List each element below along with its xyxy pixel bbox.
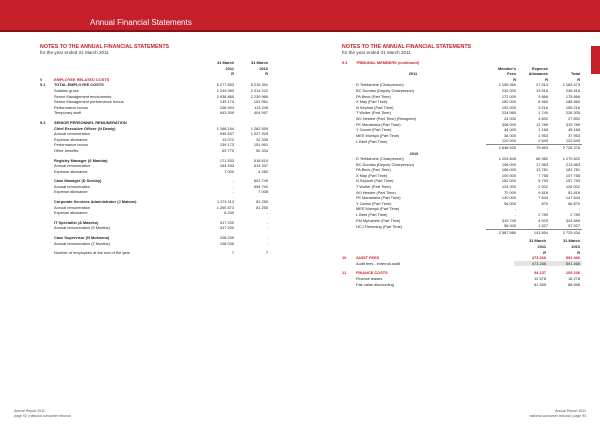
header-bar (0, 0, 600, 32)
value-cell: 1 740 (538, 110, 548, 116)
value-cell: 164 533 (219, 163, 234, 169)
member-name: T Wolter (Part Time) (356, 184, 391, 190)
value-cell: 13 072 (222, 136, 234, 142)
value-cell: 27 892 (568, 115, 580, 121)
value-cell: 473 266 (531, 255, 546, 261)
value-cell: 224 565 (501, 110, 516, 116)
row-label: Finance leases (356, 275, 383, 281)
row-label: Expense allowance (54, 168, 88, 174)
fees-table (342, 238, 582, 287)
value-cell: 943 309 (219, 110, 234, 116)
member-name: D Terblanche (Chairperson) (356, 82, 404, 88)
row-label: Senior Management performance bonus (54, 99, 124, 105)
value-cell: 1 274 113 (216, 199, 234, 205)
value-cell: 1 527 (538, 223, 548, 229)
value-cell: - (232, 183, 234, 189)
value-cell: - (232, 178, 234, 184)
row-label: Annual remuneration (54, 204, 91, 210)
left-page (40, 44, 270, 256)
value-cell: - (266, 219, 268, 225)
value-cell: 126 002 (565, 184, 580, 190)
value-cell: 245 516 (565, 87, 580, 93)
member-name: MEE Murwyk (Part Time) (356, 206, 400, 212)
value-cell: 11 789 (536, 121, 548, 127)
value-cell: 108 035 (219, 240, 234, 246)
left-table (40, 60, 270, 256)
side-tab (591, 46, 600, 74)
row-label: Number of employees at the end of the year (54, 250, 130, 256)
value-cell: 157 793 (565, 178, 580, 184)
column-header: Total (570, 71, 580, 77)
value-cell: 44 000 (504, 127, 516, 133)
row-index: 11 (342, 270, 347, 276)
total-cell: 2 587 580 (486, 229, 518, 235)
value-cell: 1 249 083 (216, 87, 234, 93)
value-cell: 594 741 (253, 183, 268, 189)
column-header: Member's (497, 65, 516, 71)
value-cell: 7 (265, 250, 268, 256)
value-cell: 4 282 (258, 168, 268, 174)
value-cell: 139 173 (219, 99, 234, 105)
value-cell: 317 200 (219, 225, 234, 231)
value-cell: - (514, 206, 516, 212)
value-cell: 3 216 (538, 104, 548, 110)
row-label: Corporate Services Administrator (J Malone) (54, 199, 137, 205)
value-cell: 24 000 (504, 115, 516, 121)
value-cell: 3 866 (538, 93, 548, 99)
right-subtitle: for the year ended 31 March 2011 (342, 50, 411, 55)
value-cell: 945 637 (219, 131, 234, 137)
value-cell: 518 619 (253, 157, 268, 163)
column-header: Fees (507, 71, 516, 77)
row-label: Annual remuneration (2 Months) (54, 240, 110, 246)
member-name: L Beet (Part Time) (356, 212, 388, 218)
value-cell: 319 789 (565, 121, 580, 127)
value-cell: 122 640 (565, 138, 580, 144)
value-cell: 2 230 966 (250, 93, 268, 99)
value-cell: 152 000 (501, 104, 516, 110)
value-cell: 5 215 391 (250, 82, 268, 88)
value-cell: 7 644 (538, 195, 548, 201)
row-label-text: SENIOR PERSONNEL REMUNERATION (54, 119, 127, 125)
row-label: Performance bonus (54, 104, 88, 110)
row-label-text: AUDIT FEES (356, 255, 380, 261)
member-name: PA Beck (Part Time) (356, 93, 391, 99)
value-cell: 88 958 (568, 281, 580, 287)
member-name: Y Camm (Part Time) (356, 127, 392, 133)
value-cell: 2 789 (570, 212, 580, 218)
row-index: 9 (40, 76, 43, 82)
row-label: Case Manager (D Soroby) (54, 178, 102, 184)
total-cell: 141 854 (518, 229, 550, 235)
value-cell: 870 (541, 200, 548, 206)
member-name: BC Dumisa (Deputy Chairperson) (356, 161, 414, 167)
value-cell: 147 644 (565, 195, 580, 201)
value-cell: 5 277 853 (216, 82, 234, 88)
value-cell: 139 173 (219, 142, 234, 148)
column-header: R (265, 71, 268, 77)
column-header: 2011 (225, 65, 234, 71)
value-cell: 152 000 (501, 178, 516, 184)
left-title: NOTES TO THE ANNUAL FINANCIAL STATEMENTS (40, 44, 170, 50)
footer-right-line1: Annual Report 2011 (555, 409, 586, 413)
value-cell: 106 494 (219, 104, 234, 110)
value-cell: 591 466 (548, 261, 582, 267)
member-name: L Beet (Part Time) (356, 138, 388, 144)
value-cell: 12 578 (534, 275, 546, 281)
member-name: N Sephoti (Part Time) (356, 104, 394, 110)
value-cell: 7 000 (224, 168, 234, 174)
value-cell: 105 236 (565, 270, 580, 276)
value-cell: 181 781 (565, 167, 580, 173)
value-cell: 172 000 (501, 93, 516, 99)
row-index: 9.1 (40, 82, 46, 88)
row-label: Senior Management emoluments (54, 93, 112, 99)
member-name: Y Camm (Part Time) (356, 200, 392, 206)
value-cell: 140 000 (501, 195, 516, 201)
member-name: WJ Hesterr (Part Time) (Resigned) (356, 115, 416, 121)
value-cell: 1 262 559 (250, 125, 268, 131)
value-cell: 319 740 (501, 217, 516, 223)
member-name: FK Manamela (Part Time) (356, 195, 401, 201)
value-cell: 404 997 (253, 110, 268, 116)
row-label: Expense allowance (54, 189, 88, 195)
value-cell: 7 (231, 250, 234, 256)
column-header: R (577, 76, 580, 82)
column-header: Expense (531, 65, 548, 71)
value-cell: 113 245 (254, 104, 268, 110)
column-header: R (513, 76, 516, 82)
value-cell: 4 929 (538, 217, 548, 223)
row-label: Expense allowance (54, 210, 88, 216)
footer-left-line2: page 92 | national consumer tribunal (14, 413, 71, 418)
value-cell: 81 818 (568, 189, 580, 195)
value-cell: - (232, 189, 234, 195)
value-cell: 13 781 (536, 167, 548, 173)
value-cell: 81 559 (534, 281, 546, 287)
member-name: T Wolter (Part Time) (356, 110, 391, 116)
member-name: D Terblanche (Chairperson) (356, 156, 404, 162)
value-cell: 56 000 (504, 200, 516, 206)
row-label: Temporary staff (54, 110, 81, 116)
tribunal-table (342, 60, 582, 235)
row-label-text: EMPLOYEE RELATED COSTS (54, 76, 110, 82)
value-cell: 7 758 (538, 172, 548, 178)
value-cell: 151 961 (253, 142, 268, 148)
member-name: FK Manamela (Part Time) (356, 121, 401, 127)
member-name: PA Beck (Part Time) (356, 167, 391, 173)
value-cell: 1 155 960 (498, 82, 516, 88)
value-cell: 171 533 (219, 157, 234, 163)
value-cell: 2 789 (538, 212, 548, 218)
column-header: 31 March (563, 238, 580, 244)
value-cell: 8 240 (224, 210, 234, 216)
right-title: NOTES TO THE ANNUAL FINANCIAL STATEMENTS (342, 44, 472, 50)
value-cell: 17 983 (536, 161, 548, 167)
column-header: R (543, 249, 546, 255)
value-cell: 317 200 (219, 219, 234, 225)
value-cell: 56 000 (504, 223, 516, 229)
value-cell: 2 314 222 (250, 87, 268, 93)
year-label: 2011 (408, 71, 418, 77)
row-label: Annual remuneration (54, 163, 91, 169)
left-subtitle: for the year ended 31 March 2011 (40, 50, 109, 55)
value-cell: 108 035 (219, 235, 234, 241)
value-cell: 8 560 (538, 99, 548, 105)
row-label-text: FINANCE COSTS (356, 270, 388, 276)
value-cell: 168 000 (501, 167, 516, 173)
value-cell: 66 982 (536, 156, 548, 162)
value-cell: 1 953 (538, 132, 548, 138)
value-cell: 175 866 (565, 93, 580, 99)
table-row (342, 282, 582, 288)
row-label: Annual remuneration (54, 183, 91, 189)
row-index: 9.2 (40, 119, 46, 125)
value-cell: 50 334 (256, 147, 268, 153)
member-name: HCJ Flemming (Part Time) (356, 223, 403, 229)
row-label: Expense allowance (54, 136, 88, 142)
value-cell: 94 137 (534, 270, 546, 276)
row-label: Salaries gross (54, 87, 79, 93)
value-cell: - (266, 240, 268, 246)
value-cell: 151 961 (253, 99, 268, 105)
value-cell: 1 168 (538, 127, 548, 133)
year-label: 2010 (409, 150, 419, 156)
member-name: X May (Part Time) (356, 172, 388, 178)
value-cell: 226 305 (565, 110, 580, 116)
value-cell: 591 466 (565, 255, 580, 261)
row-label: Performance bonus (54, 142, 88, 148)
member-name: N Sephoti (Part Time) (356, 178, 394, 184)
value-cell: - (266, 210, 268, 216)
value-cell: 514 337 (253, 163, 268, 169)
row-index: 10 (342, 255, 347, 261)
footer-left (14, 409, 71, 418)
row-label: Chief Executive Officer (N Dewly) (54, 125, 116, 131)
value-cell: 3 892 (538, 115, 548, 121)
value-cell: 188 560 (565, 99, 580, 105)
column-header: Allowance (528, 71, 548, 77)
value-cell: 601 749 (253, 178, 268, 184)
value-cell: 473 266 (514, 261, 548, 267)
value-cell: 1 027 929 (250, 131, 268, 137)
value-cell: 2 002 (538, 184, 548, 190)
row-label: Annual remuneration (54, 131, 91, 137)
value-cell: 13 516 (536, 87, 548, 93)
page-header-title: Annual Financial Statements (90, 18, 192, 27)
row-label: IT Specialist (A Maseko) (54, 219, 99, 225)
row-label-text: TOTAL EMPLOYEE COSTS (54, 82, 104, 88)
value-cell: 32 335 (256, 136, 268, 142)
total-cell: 79 853 (518, 144, 550, 150)
value-cell: 1 203 840 (498, 156, 516, 162)
value-cell: 1 183 473 (562, 82, 580, 88)
value-cell: - (266, 235, 268, 241)
column-header: 2010 (571, 244, 580, 249)
total-cell: 2 728 378 (550, 144, 582, 150)
column-header: 31 March (217, 60, 234, 65)
header-ridge (0, 30, 600, 32)
value-cell: 324 669 (565, 217, 580, 223)
value-cell: 100 000 (501, 172, 516, 178)
value-cell: 16 278 (568, 275, 580, 281)
column-header: 31 March (251, 60, 268, 65)
member-name: MEE Murwyk (Part Time) (356, 132, 400, 138)
total-cell: 2 648 525 (486, 144, 518, 150)
value-cell: 9 818 (538, 189, 548, 195)
row-label: Registry Manager (S Mamba) (54, 157, 108, 163)
table-row (40, 250, 270, 256)
value-cell: 57 527 (568, 223, 580, 229)
row-label: Fair value discounting (356, 281, 394, 287)
value-cell: 56 870 (568, 200, 580, 206)
member-name: X May (Part Time) (356, 99, 388, 105)
value-cell: 81 250 (256, 199, 268, 205)
value-cell: 69 770 (222, 147, 234, 153)
section-index: 9.3 (342, 60, 348, 65)
value-cell: 308 000 (501, 121, 516, 127)
row-label: Annual remuneration (9 Months) (54, 225, 110, 231)
row-label: Audit fees - external audit (356, 260, 401, 266)
member-name: WJ Hesterr (Part Time) (356, 189, 396, 195)
value-cell: 1 265 873 (216, 204, 234, 210)
section-label: TRIBUNAL MEMBERS (continued) (356, 60, 420, 65)
row-label: Other benefits (54, 147, 79, 153)
member-name: BC Dumisa (Deputy Chairperson) (356, 87, 414, 93)
value-cell: 45 168 (568, 127, 580, 133)
footer-right-line2: national consumer tribunal | page 93 (529, 413, 586, 418)
column-header: R (231, 71, 234, 77)
value-cell: 72 000 (504, 189, 516, 195)
member-name: EM Mphahele (Part Time) (356, 217, 401, 223)
value-cell: 155 216 (565, 104, 580, 110)
value-cell: - (578, 206, 580, 212)
total-cell: 2 729 434 (550, 229, 582, 235)
column-header: 31 March (529, 238, 546, 244)
column-header: R (545, 76, 548, 82)
column-header: R (577, 249, 580, 255)
value-cell: 196 000 (501, 161, 516, 167)
value-cell: 180 000 (501, 99, 516, 105)
footer-left-line1: Annual Report 2011 (14, 409, 45, 413)
value-cell: 232 000 (501, 87, 516, 93)
value-cell: 1 270 822 (562, 156, 580, 162)
right-page (342, 44, 582, 287)
value-cell: 7 008 (258, 189, 268, 195)
footer-right (529, 409, 586, 418)
value-cell: - (514, 212, 516, 218)
value-cell: - (266, 225, 268, 231)
value-cell: 107 758 (565, 172, 580, 178)
row-label: Case Supervisor (N Mokoena) (54, 235, 110, 241)
value-cell: 5 793 (538, 178, 548, 184)
value-cell: 120 000 (501, 138, 516, 144)
value-cell: 36 000 (504, 132, 516, 138)
column-header: 2011 (537, 244, 546, 249)
value-cell: 37 953 (568, 132, 580, 138)
value-cell: - (546, 206, 548, 212)
value-cell: 213 983 (565, 161, 580, 167)
column-header: 2010 (259, 65, 268, 71)
value-cell: 1 168 154 (216, 125, 234, 131)
value-cell: 2 640 (538, 138, 548, 144)
value-cell: 81 250 (256, 204, 268, 210)
value-cell: 2 938 860 (216, 93, 234, 99)
value-cell: 27 513 (536, 82, 548, 88)
value-cell: 124 000 (501, 184, 516, 190)
